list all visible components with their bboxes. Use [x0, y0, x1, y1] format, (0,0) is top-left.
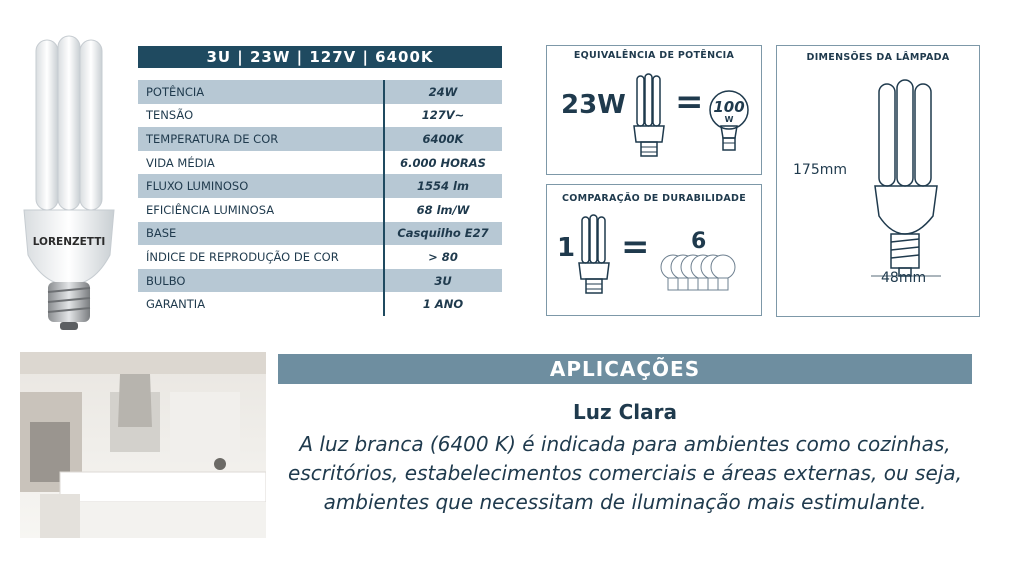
- kitchen-photo: [20, 352, 266, 538]
- spec-column-divider: [383, 80, 385, 316]
- incandescent-bulbs-group-icon: [659, 251, 741, 301]
- dimensions-title: DIMENSÕES DA LÂMPADA: [806, 52, 950, 63]
- spec-value: 127V~: [421, 108, 465, 123]
- dimensions-box: [776, 45, 980, 317]
- spec-row: [138, 151, 502, 175]
- durability-box: [546, 184, 762, 316]
- applications-description: [278, 430, 972, 517]
- spec-label: POTÊNCIA: [146, 84, 205, 99]
- power-equivalence-title: EQUIVALÊNCIA DE POTÊNCIA: [573, 50, 735, 61]
- brand-logo-text: LORENZETTI: [32, 236, 106, 248]
- durability-right-value: 6: [691, 229, 707, 254]
- durability-left-value: 1: [557, 233, 576, 263]
- power-equivalence-box: [546, 45, 762, 175]
- spec-value: 68 lm/W: [416, 202, 470, 217]
- spec-row: [138, 127, 502, 151]
- durability-equals-sign: =: [621, 227, 650, 267]
- applications-line: escritórios, estabelecimentos comerciais e áreas externas, ou seja,: [288, 461, 962, 485]
- spec-value: 1 ANO: [422, 297, 464, 312]
- spec-label: VIDA MÉDIA: [146, 155, 215, 170]
- spec-value: 24W: [428, 84, 458, 99]
- height-dimension-label: 175mm: [793, 162, 847, 178]
- spec-label: ÍNDICE DE REPRODUÇÃO DE COR: [146, 249, 339, 264]
- spec-value: > 80: [428, 249, 458, 264]
- spec-table: [138, 80, 502, 316]
- spec-label: FLUXO LUMINOSO: [146, 179, 249, 194]
- applications-title: Luz Clara: [573, 400, 677, 424]
- spec-label: BASE: [146, 226, 177, 241]
- spec-value: 6.000 HORAS: [400, 155, 486, 170]
- spec-label: GARANTIA: [146, 297, 206, 312]
- applications-header-bar: APLICAÇÕES: [278, 354, 972, 384]
- spec-value: Casquilho E27: [397, 226, 489, 241]
- incandescent-bulb-icon: [707, 88, 751, 160]
- spec-row: [138, 222, 502, 246]
- power-equals-sign: =: [675, 82, 704, 122]
- cfl-lamp-icon: [631, 72, 667, 168]
- spec-row: [138, 292, 502, 316]
- spec-value: 1554 lm: [417, 179, 469, 194]
- lamp-dimension-drawing: [867, 76, 947, 296]
- bulb-watt-unit: W: [724, 115, 734, 124]
- spec-header-bar: 3U | 23W | 127V | 6400K: [138, 46, 502, 68]
- power-left-value: 23W: [561, 90, 626, 120]
- spec-label: EFICIÊNCIA LUMINOSA: [146, 202, 275, 217]
- durability-title: COMPARAÇÃO DE DURABILIDADE: [561, 193, 747, 204]
- applications-line: A luz branca (6400 K) é indicada para ambientes como cozinhas,: [299, 432, 951, 456]
- spec-label: TENSÃO: [146, 108, 194, 123]
- applications-line: ambientes que necessitam de iluminação mais estimulante.: [323, 490, 927, 514]
- spec-row: [138, 174, 502, 198]
- bulb-watt-value: 100: [713, 98, 745, 116]
- spec-row: [138, 104, 502, 128]
- spec-row: [138, 80, 502, 104]
- cfl-lamp-icon: [577, 213, 611, 305]
- spec-value: 3U: [434, 273, 452, 288]
- spec-row: [138, 245, 502, 269]
- spec-value: 6400K: [422, 131, 464, 146]
- product-lamp-image: [14, 30, 124, 335]
- spec-row: [138, 198, 502, 222]
- spec-label: BULBO: [146, 273, 186, 288]
- spec-label: TEMPERATURA DE COR: [146, 131, 279, 146]
- width-dimension-label: 48mm: [881, 270, 927, 286]
- spec-row: [138, 269, 502, 293]
